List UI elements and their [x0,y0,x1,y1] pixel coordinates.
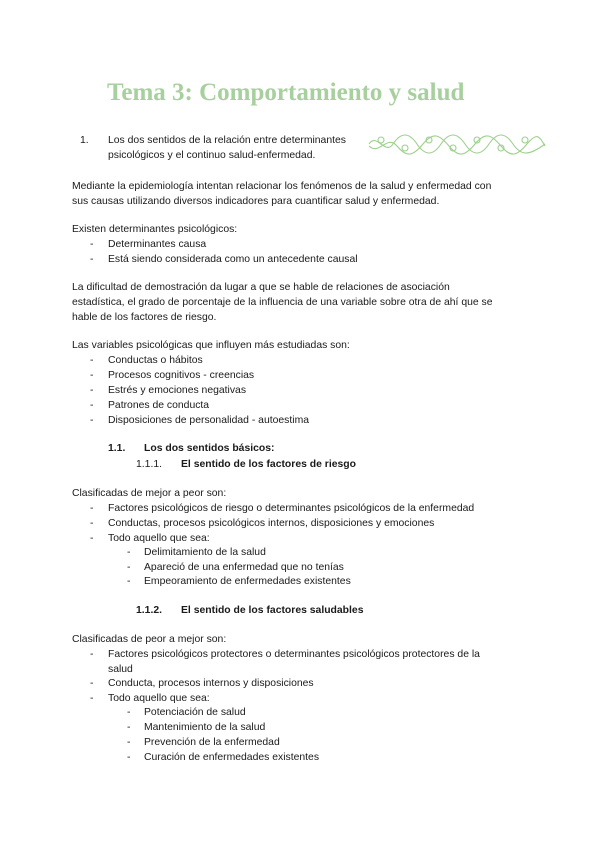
bullet-dash: - [90,239,94,250]
bullet-dash: - [127,547,131,558]
list-intro: Clasificadas de mejor a peor son: [72,488,227,499]
list-intro: Las variables psicológicas que influyen más estudiadas son: [72,340,350,351]
paragraph-line: sus causas utilizando diversos indicadores para cuantificar salud y enfermedad. [72,196,440,207]
bullet-dash: - [127,707,131,718]
bullet-dash: - [90,533,94,544]
list-item: Todo aquello que sea: [108,533,210,544]
subsection-title: Los dos sentidos básicos: [144,443,275,454]
bullet-dash: - [90,355,94,366]
list-item: Determinantes causa [108,239,207,250]
list-item: Conducta, procesos internos y disposiciones [108,678,314,689]
paragraph-line: Mediante la epidemiología intentan relacionar los fenómenos de la salud y enfermedad con [72,181,492,192]
section-heading-line: Los dos sentidos de la relación entre determinantes [108,135,346,146]
subsection-number: 1.1. [108,443,126,454]
list-item: Factores psicológicos de riesgo o determinantes psicológicos de la enfermedad [108,503,475,514]
decorative-swirl-icon [367,130,547,158]
subsection-title: El sentido de los factores saludables [181,605,364,616]
list-item: Estrés y emociones negativas [108,385,247,396]
list-subitem: Mantenimiento de la salud [144,722,266,733]
bullet-dash: - [90,503,94,514]
list-intro: Clasificadas de peor a mejor son: [72,634,227,645]
bullet-dash: - [127,562,131,573]
bullet-dash: - [90,370,94,381]
bullet-dash: - [127,576,131,587]
list-item: Patrones de conducta [108,400,210,411]
list-item: Está siendo considerada como un antecedente causal [108,254,358,265]
bullet-dash: - [127,737,131,748]
list-subitem: Potenciación de salud [144,707,246,718]
section-number: 1. [80,135,89,146]
subsection-title: El sentido de los factores de riesgo [181,459,356,470]
list-item: Todo aquello que sea: [108,693,210,704]
list-subitem: Empeoramiento de enfermedades existentes [144,576,351,587]
bullet-dash: - [127,752,131,763]
bullet-dash: - [90,254,94,265]
list-subitem: Apareció de una enfermedad que no tenías [144,562,344,573]
paragraph-line: hable de los factores de riesgo. [72,312,217,323]
bullet-dash: - [90,518,94,529]
paragraph-line: La dificultad de demostración da lugar a que se hable de relaciones de asociación [72,282,450,293]
list-item: Procesos cognitivos - creencias [108,370,255,381]
list-subitem: Prevención de la enfermedad [144,737,280,748]
list-subitem: Delimitamiento de la salud [144,547,266,558]
page-title: Tema 3: Comportamiento y salud [107,79,465,106]
list-subitem: Curación de enfermedades existentes [144,752,320,763]
bullet-dash: - [90,415,94,426]
list-item: Disposiciones de personalidad - autoestima [108,415,309,426]
bullet-dash: - [90,678,94,689]
bullet-dash: - [90,385,94,396]
list-intro: Existen determinantes psicológicos: [72,224,238,235]
list-item: Conductas, procesos psicológicos internos, disposiciones y emociones [108,518,435,529]
section-heading-line: psicológicos y el continuo salud-enfermedad. [108,150,316,161]
list-item: Conductas o hábitos [108,355,203,366]
paragraph-line: estadística, el grado de porcentaje de la influencia de una variable sobre otra de ahí que se [72,297,493,308]
bullet-dash: - [90,649,94,660]
bullet-dash: - [90,693,94,704]
bullet-dash: - [127,722,131,733]
subsection-number: 1.1.1. [136,459,162,470]
bullet-dash: - [90,400,94,411]
subsection-number: 1.1.2. [136,605,162,616]
list-item: Factores psicológicos protectores o determinantes psicológicos protectores de la [108,649,480,660]
list-item-continuation: salud [108,664,133,675]
